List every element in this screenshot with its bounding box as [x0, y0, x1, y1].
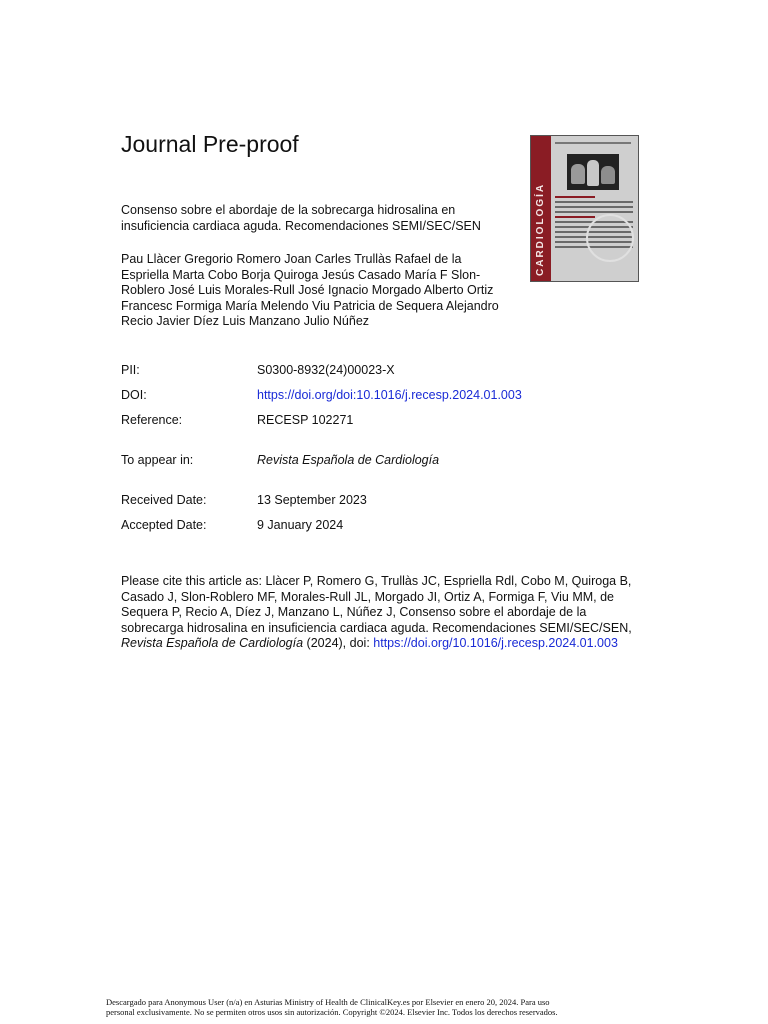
- author-list: Pau Llàcer Gregorio Romero Joan Carles Trullàs Rafael de la Espriella Marta Cobo Borja Quiroga Jesús Casado María F Slon-Roblero José Luis Morales-Rull José Ignacio Morgado Alberto Ortiz Francesc Formiga María Melendo Viu Patricia de Sequera Alejandro Recio Javier Díez Luis Manzano Julio Núñez: [121, 252, 499, 328]
- journal-cover-thumbnail: [530, 135, 639, 282]
- received-label: Received Date:: [121, 493, 207, 507]
- download-notice-line-2: personal exclusivamente. No se permiten otros usos sin autorización. Copyright ©2024. Elsevier Inc. Todos los derechos reservados.: [106, 1006, 558, 1017]
- cover-decoration: [586, 214, 634, 262]
- cover-spine: [531, 136, 551, 281]
- download-notice: [106, 998, 586, 1017]
- accepted-value: 9 January 2024: [257, 518, 344, 532]
- accepted-label: Accepted Date:: [121, 518, 207, 532]
- citation-journal: Revista Española de Cardiología: [121, 636, 304, 650]
- download-notice-line-1: Descargado para Anonymous User (n/a) en Asturias Ministry of Health de ClinicalKey.es por Elsevier en enero 20, 2024. Para uso: [106, 997, 550, 1007]
- citation-doi-prefix: doi:: [349, 636, 370, 650]
- cover-image: [567, 154, 619, 190]
- citation-year: (2024),: [306, 636, 347, 650]
- doi-link[interactable]: https://doi.org/doi:10.1016/j.recesp.2024.01.003: [257, 388, 522, 402]
- reference-value: RECESP 102271: [257, 413, 354, 427]
- page-title: Journal Pre-proof: [121, 131, 299, 157]
- citation-text: Please cite this article as: Llàcer P, Romero G, Trullàs JC, Espriella Rdl, Cobo M, Quiroga B, Casado J, Slon-Roblero MF, Morales-Rull JL, Morgado JI, Ortiz A, Formiga F, Viu MM, de Sequera P, Recio A, Díez J, Manzano L, Núñez J, Consenso sobre el abordaje de la sobrecarga hidrosalina en insuficiencia cardiaca aguda. Recomendaciones SEMI/SEC/SEN,: [121, 574, 632, 635]
- pii-value: S0300-8932(24)00023-X: [257, 363, 395, 377]
- cover-header-line: [555, 142, 631, 144]
- received-value: 13 September 2023: [257, 493, 367, 507]
- article-title: Consenso sobre el abordaje de la sobrecarga hidrosalina en insuficiencia cardiaca aguda. Recomendaciones SEMI/SEC/SEN: [121, 203, 481, 233]
- appear-label: To appear in:: [121, 453, 194, 467]
- citation-doi-link[interactable]: https://doi.org/10.1016/j.recesp.2024.01.003: [373, 636, 618, 650]
- journal-name: Revista Española de Cardiología: [257, 453, 440, 467]
- citation-block: [121, 574, 641, 652]
- pii-label: PII:: [121, 363, 140, 377]
- reference-label: Reference:: [121, 413, 183, 427]
- cover-journal-name: CARDIOLOGÍA: [535, 182, 546, 276]
- doi-label: DOI:: [121, 388, 147, 402]
